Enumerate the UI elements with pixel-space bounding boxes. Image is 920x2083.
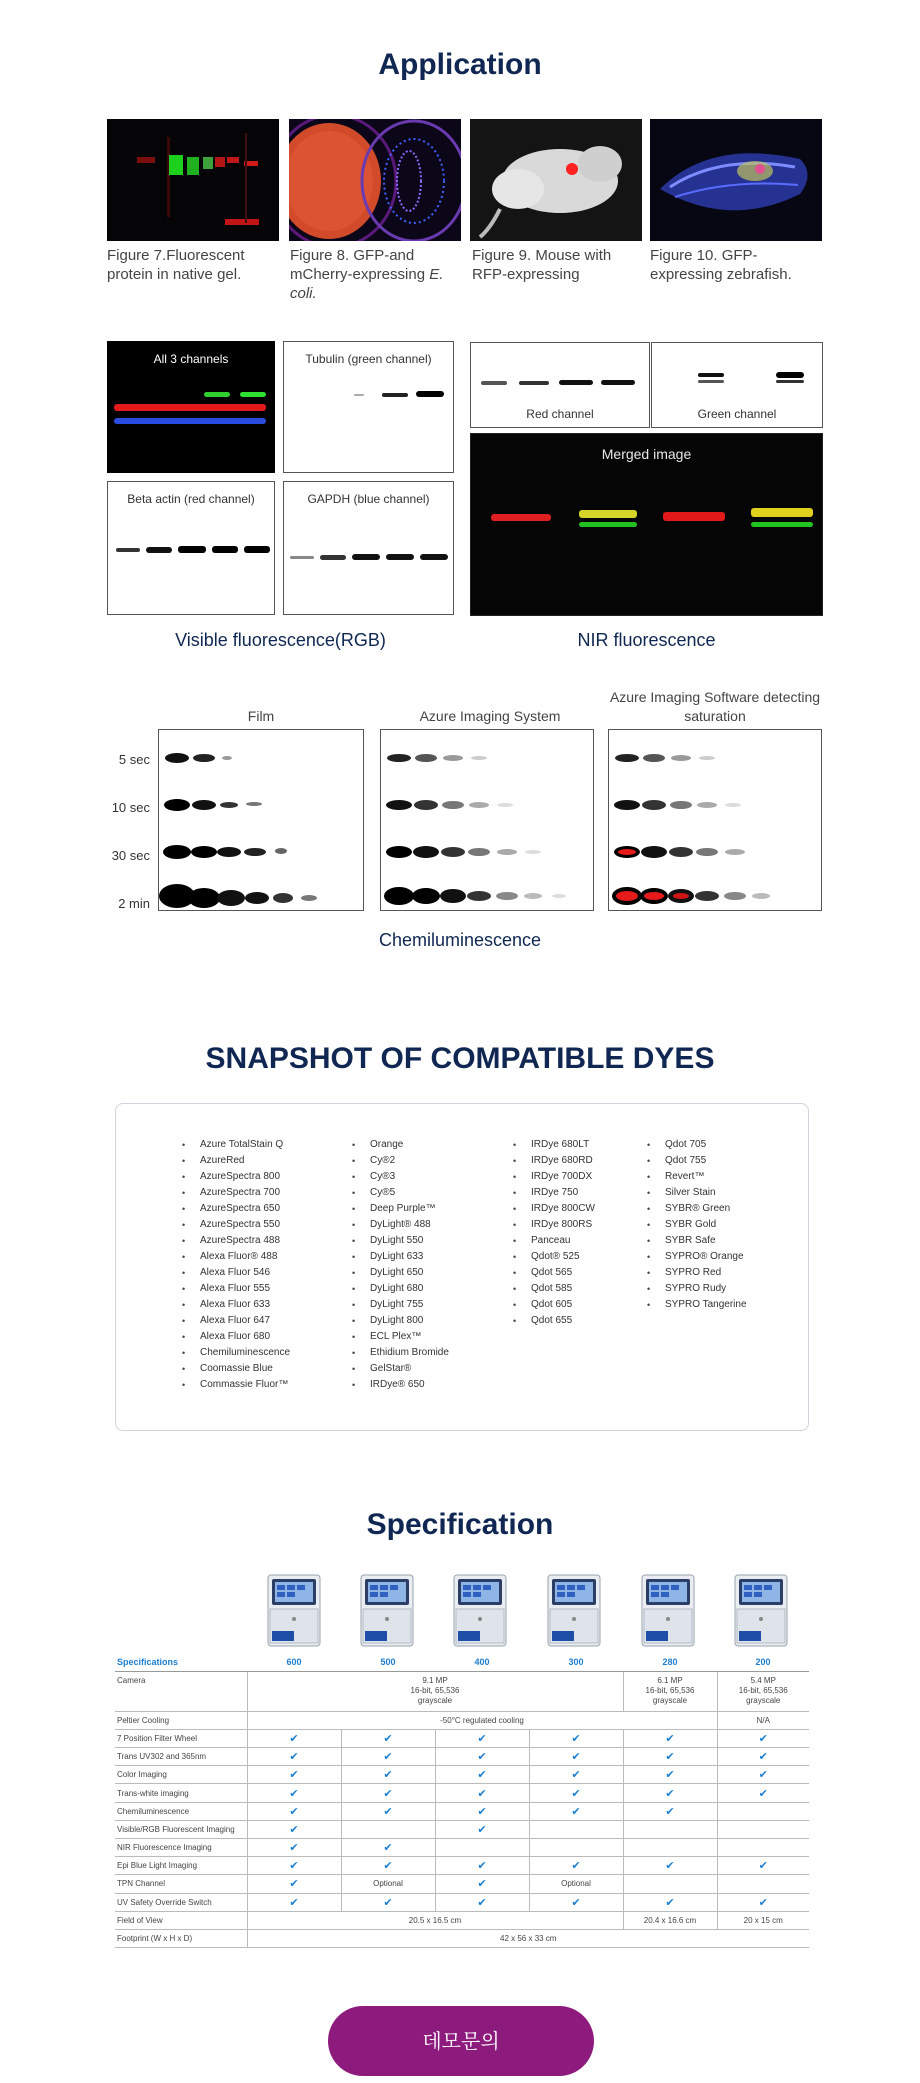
chemi-time-30sec: 30 sec — [111, 848, 150, 863]
chemi-time-5sec: 5 sec — [118, 752, 150, 767]
check-icon: ✔ — [623, 1766, 717, 1784]
machine-image-280 — [640, 1573, 696, 1648]
dye-item: • Cy®5 — [352, 1185, 449, 1201]
machine-image-200 — [733, 1573, 789, 1648]
dye-column-1 — [182, 1137, 290, 1393]
check-icon: ✔ — [341, 1748, 435, 1766]
spec-cell — [717, 1839, 809, 1857]
dye-item: • DyLight 650 — [352, 1265, 449, 1281]
dye-item: • Cy®3 — [352, 1169, 449, 1185]
machine-image-600 — [266, 1573, 322, 1648]
spec-row-label: Camera — [115, 1671, 247, 1711]
check-icon: ✔ — [529, 1784, 623, 1802]
dye-item: • Coomassie Blue — [182, 1361, 290, 1377]
spec-row — [115, 1820, 809, 1838]
spec-row-label: Peltier Cooling — [115, 1711, 247, 1729]
spec-peltier-200: N/A — [717, 1711, 809, 1729]
check-icon: ✔ — [341, 1784, 435, 1802]
chemi-time-2min: 2 min — [118, 896, 150, 911]
figure-8-caption-italic: E. coli. — [290, 266, 444, 302]
spec-peltier-value: -50°C regulated cooling — [247, 1711, 717, 1729]
dye-column-4 — [647, 1137, 747, 1313]
dye-item: • Ethidium Bromide — [352, 1345, 449, 1361]
camera-bit: 16-bit, 65,536 — [738, 1686, 788, 1696]
dye-item: • IRDye 800CW — [513, 1201, 595, 1217]
dye-item: • AzureSpectra 550 — [182, 1217, 290, 1233]
figure-8-image — [289, 119, 461, 241]
check-icon: ✔ — [341, 1729, 435, 1747]
chemi-col-saturation: Azure Imaging Software detecting saturation — [609, 689, 821, 724]
spec-cell — [529, 1820, 623, 1838]
camera-scale: grayscale — [417, 1696, 453, 1706]
dye-item: • IRDye® 650 — [352, 1377, 449, 1393]
check-icon: ✔ — [623, 1784, 717, 1802]
figure-8-caption-text: Figure 8. GFP-and mCherry-expressing — [290, 247, 430, 283]
check-icon: ✔ — [717, 1766, 809, 1784]
dye-item: • Qdot 605 — [513, 1297, 595, 1313]
check-icon: ✔ — [435, 1784, 529, 1802]
check-icon: ✔ — [341, 1839, 435, 1857]
check-icon: ✔ — [623, 1893, 717, 1911]
dye-item: • Chemiluminescence — [182, 1345, 290, 1361]
spec-footprint-value: 42 x 56 x 33 cm — [247, 1929, 809, 1947]
dye-item: • Qdot 585 — [513, 1281, 595, 1297]
dye-item: • AzureSpectra 488 — [182, 1233, 290, 1249]
panel-nir-red — [470, 342, 650, 428]
panel-gapdh — [283, 481, 454, 615]
check-icon: ✔ — [435, 1802, 529, 1820]
dye-item: • Qdot 655 — [513, 1313, 595, 1329]
blot-film — [158, 729, 364, 911]
dye-item: • SYPRO Rudy — [647, 1281, 747, 1297]
spec-row-label: Chemiluminescence — [115, 1802, 247, 1820]
check-icon: ✔ — [529, 1748, 623, 1766]
check-icon: ✔ — [247, 1784, 341, 1802]
figure-8-caption — [290, 246, 468, 303]
dye-item: • AzureSpectra 800 — [182, 1169, 290, 1185]
dye-item: • Alexa Fluor 633 — [182, 1297, 290, 1313]
spec-camera-280 — [623, 1671, 717, 1711]
check-icon: ✔ — [435, 1875, 529, 1893]
check-icon: ✔ — [435, 1893, 529, 1911]
check-icon: ✔ — [435, 1820, 529, 1838]
spec-row-label: Field of View — [115, 1911, 247, 1929]
check-icon: ✔ — [623, 1748, 717, 1766]
spec-cell — [623, 1839, 717, 1857]
chemi-time-10sec: 10 sec — [111, 800, 150, 815]
spec-row-label: Visible/RGB Fluorescent Imaging — [115, 1820, 247, 1838]
figure-10-caption: Figure 10. GFP-expressing zebrafish. — [650, 247, 792, 283]
spec-row-camera — [115, 1671, 809, 1711]
check-icon: ✔ — [247, 1729, 341, 1747]
panel-nir-merged-label: Merged image — [601, 446, 692, 462]
spec-row-label: Trans UV302 and 365nm — [115, 1748, 247, 1766]
spec-header-300: 300 — [529, 1653, 623, 1671]
check-icon: ✔ — [435, 1857, 529, 1875]
dye-item: • Silver Stain — [647, 1185, 747, 1201]
spec-header-200: 200 — [717, 1653, 809, 1671]
check-icon: ✔ — [623, 1857, 717, 1875]
dye-item: • IRDye 680LT — [513, 1137, 595, 1153]
panel-nir-merged — [470, 433, 823, 616]
dye-item: • SYPRO Tangerine — [647, 1297, 747, 1313]
check-icon: ✔ — [247, 1820, 341, 1838]
machine-image-300 — [546, 1573, 602, 1648]
dye-item: • DyLight® 488 — [352, 1217, 449, 1233]
dye-item: • Qdot 705 — [647, 1137, 747, 1153]
panel-all-channels — [107, 341, 275, 473]
dye-column-2 — [352, 1137, 449, 1393]
figure-7-image — [107, 119, 279, 241]
check-icon: ✔ — [247, 1839, 341, 1857]
check-icon: ✔ — [341, 1766, 435, 1784]
panel-tubulin-label: Tubulin (green channel) — [305, 352, 432, 366]
spec-fov-600-300: 20.5 x 16.5 cm — [247, 1911, 623, 1929]
spec-fov-200: 20 x 15 cm — [717, 1911, 809, 1929]
dye-item: • ECL Plex™ — [352, 1329, 449, 1345]
dye-item: • Deep Purple™ — [352, 1201, 449, 1217]
spec-table — [115, 1653, 809, 1948]
check-icon: ✔ — [247, 1802, 341, 1820]
check-icon: ✔ — [529, 1893, 623, 1911]
camera-mp: 5.4 MP — [750, 1676, 776, 1686]
figure-9-image — [470, 119, 642, 241]
dye-item: • DyLight 633 — [352, 1249, 449, 1265]
panel-nir-red-label: Red channel — [526, 407, 594, 421]
check-icon: ✔ — [717, 1857, 809, 1875]
panel-beta-actin-label: Beta actin (red channel) — [127, 492, 255, 506]
check-icon: ✔ — [247, 1748, 341, 1766]
spec-row — [115, 1784, 809, 1802]
spec-cell: Optional — [341, 1875, 435, 1893]
check-icon: ✔ — [341, 1893, 435, 1911]
check-icon: ✔ — [717, 1729, 809, 1747]
check-icon: ✔ — [529, 1729, 623, 1747]
spec-cell — [623, 1820, 717, 1838]
spec-cell — [717, 1820, 809, 1838]
dye-item: • Orange — [352, 1137, 449, 1153]
panel-gapdh-label: GAPDH (blue channel) — [307, 492, 430, 506]
check-icon: ✔ — [435, 1766, 529, 1784]
spec-row-label: 7 Position Filter Wheel — [115, 1729, 247, 1747]
dye-item: • DyLight 800 — [352, 1313, 449, 1329]
spec-row — [115, 1748, 809, 1766]
spec-row — [115, 1729, 809, 1747]
dye-item: • SYPRO® Orange — [647, 1249, 747, 1265]
dye-item: • Azure TotalStain Q — [182, 1137, 290, 1153]
spec-row — [115, 1893, 809, 1911]
panel-nir-green-label: Green channel — [697, 407, 777, 421]
spec-header-500: 500 — [341, 1653, 435, 1671]
camera-mp: 9.1 MP — [422, 1676, 448, 1686]
chemi-col-film: Film — [247, 708, 275, 724]
dye-item: • SYBR Safe — [647, 1233, 747, 1249]
spec-row — [115, 1875, 809, 1893]
dye-column-3 — [513, 1137, 595, 1329]
check-icon: ✔ — [529, 1857, 623, 1875]
nir-fluorescence-label: NIR fluorescence — [577, 630, 716, 650]
check-icon: ✔ — [435, 1748, 529, 1766]
application-title: Application — [378, 48, 542, 81]
check-icon: ✔ — [529, 1802, 623, 1820]
chemi-col-azure: Azure Imaging System — [419, 708, 561, 724]
dye-item: • DyLight 550 — [352, 1233, 449, 1249]
panel-beta-actin — [107, 481, 275, 615]
check-icon: ✔ — [529, 1766, 623, 1784]
spec-cell — [529, 1839, 623, 1857]
check-icon: ✔ — [435, 1729, 529, 1747]
dye-item: • SYBR® Green — [647, 1201, 747, 1217]
dye-item: • Alexa Fluor 647 — [182, 1313, 290, 1329]
check-icon: ✔ — [247, 1875, 341, 1893]
dye-item: • Alexa Fluor® 488 — [182, 1249, 290, 1265]
spec-header-400: 400 — [435, 1653, 529, 1671]
dye-item: • Alexa Fluor 546 — [182, 1265, 290, 1281]
spec-cell — [435, 1839, 529, 1857]
dyes-title: SNAPSHOT OF COMPATIBLE DYES — [205, 1042, 715, 1075]
dye-item: • SYBR Gold — [647, 1217, 747, 1233]
figure-7-caption: Figure 7.Fluorescent protein in native gel. — [107, 247, 245, 283]
check-icon: ✔ — [623, 1802, 717, 1820]
check-icon: ✔ — [247, 1766, 341, 1784]
check-icon: ✔ — [247, 1857, 341, 1875]
dye-item: • GelStar® — [352, 1361, 449, 1377]
dye-item: • SYPRO Red — [647, 1265, 747, 1281]
figure-9-caption: Figure 9. Mouse with RFP-expressing — [472, 247, 612, 283]
dye-item: • DyLight 755 — [352, 1297, 449, 1313]
dye-item: • Panceau — [513, 1233, 595, 1249]
dye-item: • IRDye 700DX — [513, 1169, 595, 1185]
camera-mp: 6.1 MP — [657, 1676, 683, 1686]
spec-row-label: TPN Channel — [115, 1875, 247, 1893]
demo-inquiry-button[interactable]: 데모문의 — [328, 2006, 594, 2076]
dye-item: • Cy®2 — [352, 1153, 449, 1169]
visible-fluorescence-label: Visible fluorescence(RGB) — [175, 630, 386, 650]
check-icon: ✔ — [341, 1857, 435, 1875]
spec-header-row — [115, 1653, 809, 1671]
spec-cell — [717, 1875, 809, 1893]
panel-tubulin — [283, 341, 454, 473]
check-icon: ✔ — [247, 1893, 341, 1911]
dye-item: • Qdot® 525 — [513, 1249, 595, 1265]
dye-item: • AzureRed — [182, 1153, 290, 1169]
spec-camera-200 — [717, 1671, 809, 1711]
spec-row — [115, 1802, 809, 1820]
check-icon: ✔ — [717, 1748, 809, 1766]
spec-row-fov — [115, 1911, 809, 1929]
dye-item: • Qdot 565 — [513, 1265, 595, 1281]
spec-cell — [341, 1820, 435, 1838]
spec-row-label: Color Imaging — [115, 1766, 247, 1784]
dye-item: • Alexa Fluor 555 — [182, 1281, 290, 1297]
spec-row-label: Footprint (W x H x D) — [115, 1929, 247, 1947]
spec-camera-600-300 — [247, 1671, 623, 1711]
blot-azure-imaging — [380, 729, 594, 911]
check-icon: ✔ — [717, 1784, 809, 1802]
dye-item: • IRDye 680RD — [513, 1153, 595, 1169]
spec-row-label: Epi Blue Light Imaging — [115, 1857, 247, 1875]
spec-row-footprint — [115, 1929, 809, 1947]
machine-image-400 — [452, 1573, 508, 1648]
dye-item: • IRDye 750 — [513, 1185, 595, 1201]
chemiluminescence-label: Chemiluminescence — [378, 930, 542, 950]
spec-header-600: 600 — [247, 1653, 341, 1671]
dye-item: • Commassie Fluor™ — [182, 1377, 290, 1393]
spec-row — [115, 1857, 809, 1875]
spec-header-specifications: Specifications — [115, 1653, 247, 1671]
spec-cell — [623, 1875, 717, 1893]
machine-image-500 — [359, 1573, 415, 1648]
figure-10-image — [650, 119, 822, 241]
spec-cell — [717, 1802, 809, 1820]
check-icon: ✔ — [623, 1729, 717, 1747]
dye-item: • IRDye 800RS — [513, 1217, 595, 1233]
dye-item: • Alexa Fluor 680 — [182, 1329, 290, 1345]
camera-scale: grayscale — [652, 1696, 688, 1706]
spec-row-label: UV Safety Override Switch — [115, 1893, 247, 1911]
spec-row-label: NIR Fluorescence Imaging — [115, 1839, 247, 1857]
panel-nir-green — [651, 342, 823, 428]
panel-all-channels-label: All 3 channels — [153, 352, 229, 366]
spec-cell: Optional — [529, 1875, 623, 1893]
check-icon: ✔ — [341, 1802, 435, 1820]
dye-item: • AzureSpectra 700 — [182, 1185, 290, 1201]
dye-item: • Qdot 755 — [647, 1153, 747, 1169]
spec-title: Specification — [366, 1508, 554, 1541]
dye-item: • AzureSpectra 650 — [182, 1201, 290, 1217]
camera-scale: grayscale — [746, 1696, 781, 1706]
camera-bit: 16-bit, 65,536 — [410, 1686, 460, 1696]
dye-item: • Revert™ — [647, 1169, 747, 1185]
camera-bit: 16-bit, 65,536 — [645, 1686, 695, 1696]
spec-row-label: Trans-white imaging — [115, 1784, 247, 1802]
check-icon: ✔ — [717, 1893, 809, 1911]
spec-fov-280: 20.4 x 16.6 cm — [623, 1911, 717, 1929]
spec-row — [115, 1839, 809, 1857]
spec-header-280: 280 — [623, 1653, 717, 1671]
dye-item: • DyLight 680 — [352, 1281, 449, 1297]
spec-row — [115, 1766, 809, 1784]
blot-saturation — [608, 729, 822, 911]
spec-row-peltier — [115, 1711, 809, 1729]
